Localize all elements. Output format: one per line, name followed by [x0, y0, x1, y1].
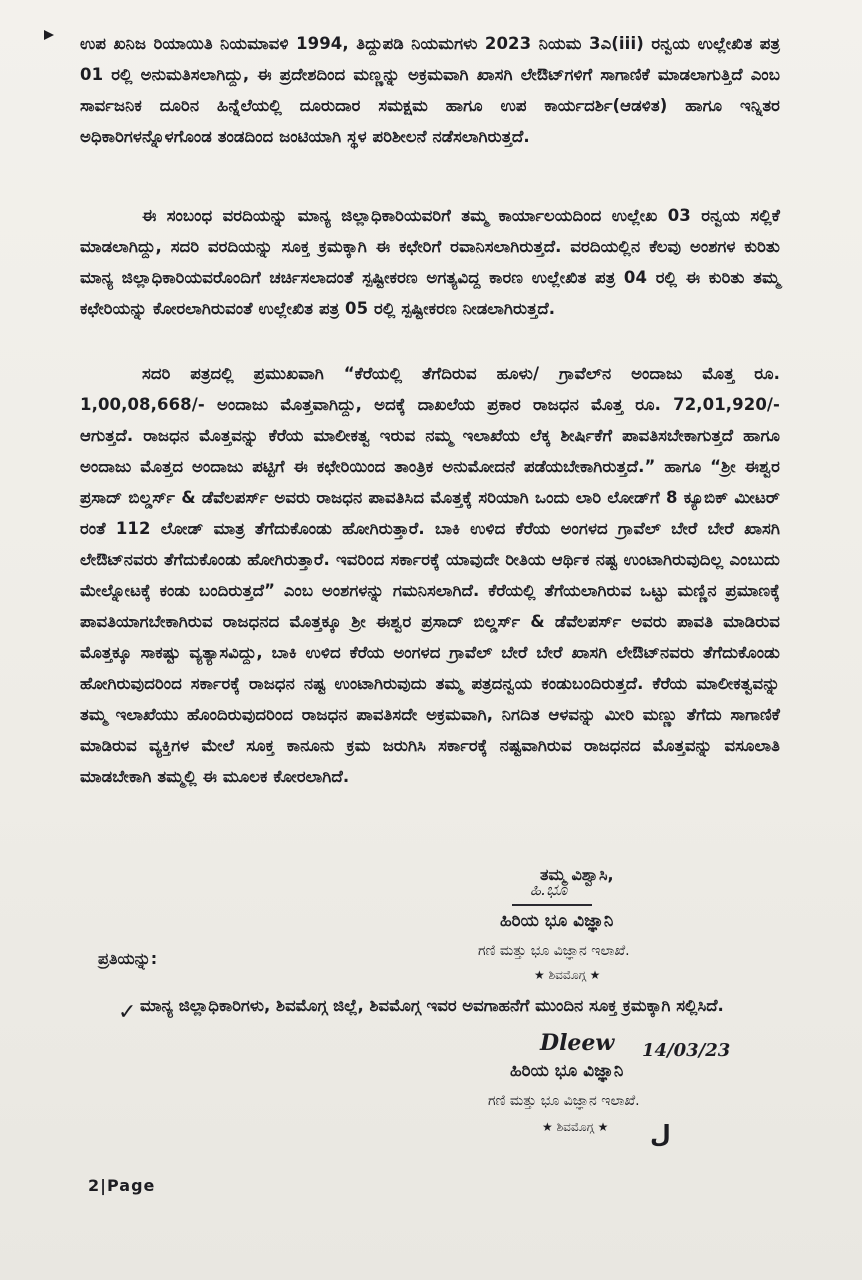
- tick-mark-icon: ✓: [118, 1000, 137, 1025]
- paragraph-2: ಈ ಸಂಬಂಧ ವರದಿಯನ್ನು ಮಾನ್ಯ ಜಿಲ್ಲಾಧಿಕಾರಿಯವರಿಗೆ ತಮ್ಮ ಕಾರ್ಯಾಲಯದಿಂದ ಉಲ್ಲೇಖ 03 ರನ್ವಯ ಸಲ್ಲಿಕೆ ಮಾಡಲಾಗಿದ್ದು, ಸದರಿ ವರದಿಯನ್ನು ಸೂಕ್ತ ಕ್ರಮಕ್ಕಾಗಿ ಈ ಕಛೇರಿಗೆ ರವಾನಿಸಲಾಗಿರುತ್ತದೆ. ವರದಿಯಲ್ಲಿನ ಕೆಲವು ಅಂಶಗಳ ಕುರಿತು ಮಾನ್ಯ ಜಿಲ್ಲಾಧಿಕಾರಿಯವರೊಂದಿಗೆ ಚರ್ಚಿಸಲಾದಂತೆ ಸ್ಪಷ್ಟೀಕರಣ ಅಗತ್ಯವಿದ್ದ ಕಾರಣ ಉಲ್ಲೇಖಿತ ಪತ್ರ 04 ರಲ್ಲಿ ಈ ಕುರಿತು ತಮ್ಮ ಕಛೇರಿಯನ್ನು ಕೋರಲಾಗಿರುವಂತೆ ಉಲ್ಲೇಖಿತ ಪತ್ರ 05 ರಲ್ಲಿ ಸ್ಪಷ್ಟೀಕರಣ ನೀಡಲಾಗಿರುತ್ತದೆ.: [80, 206, 780, 318]
- signature-underline: [512, 904, 592, 906]
- signatory-designation: ಹಿರಿಯ ಭೂ ವಿಜ್ಞಾನಿ: [500, 911, 614, 931]
- signatory-department: ಗಣಿ ಮತ್ತು ಭೂ ವಿಜ್ಞಾನ ಇಲಾಖೆ.: [478, 943, 630, 959]
- copy-to-text: ಮಾನ್ಯ ಜಿಲ್ಲಾಧಿಕಾರಿಗಳು, ಶಿವಮೊಗ್ಗ ಜಿಲ್ಲೆ, ಶಿವಮೊಗ್ಗ ಇವರ ಅವಗಾಹನೆಗೆ ಮುಂದಿನ ಸೂಕ್ತ ಕ್ರಮಕ್ಕಾಗಿ ಸಲ್ಲಿಸಿದೆ.: [140, 996, 724, 1015]
- handwritten-date: 14/03/23: [642, 1040, 731, 1061]
- handwritten-tick-icon: ﻝ: [650, 1120, 671, 1148]
- closing-yours: ತಮ್ಮ ವಿಶ್ವಾಸಿ,: [540, 865, 614, 884]
- signatory-place: ★ ಶಿವಮೊಗ್ಗ ★: [534, 968, 601, 982]
- paragraph-3: ಸದರಿ ಪತ್ರದಲ್ಲಿ ಪ್ರಮುಖವಾಗಿ “ಕೆರೆಯಲ್ಲಿ ತೆಗೆದಿರುವ ಹೂಳು/ ಗ್ರಾವೆಲ್‌ನ ಅಂದಾಜು ಮೊತ್ತ ರೂ. 1,00,08,668/- ಅಂದಾಜು ಮೊತ್ತವಾಗಿದ್ದು, ಅದಕ್ಕೆ ದಾಖಲೆಯ ಪ್ರಕಾರ ರಾಜಧನ ಮೊತ್ತ ರೂ. 72,01,920/- ಆಗುತ್ತದೆ. ರಾಜಧನ ಮೊತ್ತವನ್ನು ಕೆರೆಯ ಮಾಲೀಕತ್ವ ಇರುವ ನಮ್ಮ ಇಲಾಖೆಯ ಲೆಕ್ಕ ಶೀರ್ಷಿಕೆಗೆ ಪಾವತಿಸಬೇಕಾಗುತ್ತದೆ ಹಾಗೂ ಅಂದಾಜು ಮೊತ್ತದ ಅಂದಾಜು ಪಟ್ಟಿಗೆ ಈ ಕಛೇರಿಯಿಂದ ತಾಂತ್ರಿಕ ಅನುಮೋದನೆ ಪಡೆಯಬೇಕಾಗಿರುತ್ತದೆ.” ಹಾಗೂ “ಶ್ರೀ ಈಶ್ವರ ಪ್ರಸಾದ್ ಬಿಲ್ಡರ್ಸ್ & ಡೆವೆಲಪರ್ಸ್ ಅವರು ರಾಜಧನ ಪಾವತಿಸಿದ ಮೊತ್ತಕ್ಕೆ ಸರಿಯಾಗಿ ಒಂದು ಲಾರಿ ಲೋಡ್‌ಗೆ 8 ಕ್ಯೂಬಿಕ್ ಮೀಟರ್ ರಂತೆ 112 ಲೋಡ್ ಮಾತ್ರ ತೆಗೆದುಕೊಂಡು ಹೋಗಿರುತ್ತಾರೆ. ಬಾಕಿ ಉಳಿದ ಕೆರೆಯ ಅಂಗಳದ ಗ್ರಾವೆಲ್ ಬೇರೆ ಬೇರೆ ಖಾಸಗಿ ಲೇಔಟ್‌ನವರು ತೆಗೆದುಕೊಂಡು ಹೋಗಿರುತ್ತಾರೆ. ಇವರಿಂದ ಸರ್ಕಾರಕ್ಕೆ ಯಾವುದೇ ರೀತಿಯ ಆರ್ಥಿಕ ನಷ್ಟ ಉಂಟಾಗಿರುವುದಿಲ್ಲ ಎಂಬುದು ಮೇಲ್ನೋಟಕ್ಕೆ ಕಂಡು ಬಂದಿರುತ್ತದೆ” ಎಂಬ ಅಂಶಗಳನ್ನು ಗಮನಿಸಲಾಗಿದೆ. ಕೆರೆಯಲ್ಲಿ ತೆಗೆಯಲಾಗಿರುವ ಒಟ್ಟು ಮಣ್ಣಿನ ಪ್ರಮಾಣಕ್ಕೆ ಪಾವತಿಯಾಗಬೇಕಾಗಿರುವ ರಾಜಧನದ ಮೊತ್ತಕ್ಕೂ ಶ್ರೀ ಈಶ್ವರ ಪ್ರಸಾದ್ ಬಿಲ್ಡರ್ಸ್ & ಡೆವೆಲಪರ್ಸ್ ಅವರು ಪಾವತಿ ಮಾಡಿರುವ ಮೊತ್ತಕ್ಕೂ ಸಾಕಷ್ಟು ವ್ಯತ್ಯಾಸವಿದ್ದು, ಬಾಕಿ ಉಳಿದ ಕೆರೆಯ ಅಂಗಳದ ಗ್ರಾವೆಲ್ ಬೇರೆ ಬೇರೆ ಖಾಸಗಿ ಲೇಔಟ್‌ನವರು ತೆಗೆದುಕೊಂಡು ಹೋಗಿರುವುದರಿಂದ ಸರ್ಕಾರಕ್ಕೆ ರಾಜಧನ ನಷ್ಟ ಉಂಟಾಗಿರುವುದು ತಮ್ಮ ಪತ್ರದನ್ವಯ ಕಂಡುಬಂದಿರುತ್ತದೆ. ಕೆರೆಯ ಮಾಲೀಕತ್ವವನ್ನು ತಮ್ಮ ಇಲಾಖೆಯು ಹೊಂದಿರುವುದರಿಂದ ರಾಜಧನ ಪಾವತಿಸದೇ ಅಕ್ರಮವಾಗಿ, ನಿಗದಿತ ಆಳವನ್ನು ಮೀರಿ ಮಣ್ಣು ತೆಗೆದು ಸಾಗಾಣಿಕೆ ಮಾಡಿರುವ ವ್ಯಕ್ತಿಗಳ ಮೇಲೆ ಸೂಕ್ತ ಕಾನೂನು ಕ್ರಮ ಜರುಗಿಸಿ ಸರ್ಕಾರಕ್ಕೆ ನಷ್ಟವಾಗಿರುವ ರಾಜಧನದ ಮೊತ್ತವನ್ನು ವಸೂಲಾತಿ ಮಾಡಬೇಕಾಗಿ ತಮ್ಮಲ್ಲಿ ಈ ಮೂಲಕ ಕೋರಲಾಗಿದೆ.: [80, 364, 780, 786]
- corner-mark-icon: [44, 30, 54, 40]
- stamp-designation: ಹಿರಿಯ ಭೂ ವಿಜ್ಞಾನಿ: [510, 1061, 624, 1081]
- stamp-place: ★ ಶಿವಮೊಗ್ಗ ★: [542, 1120, 609, 1134]
- signature-initials: ಹಿ.ಭೂ: [530, 880, 568, 899]
- paragraph-1: ಉಪ ಖನಿಜ ರಿಯಾಯಿತಿ ನಿಯಮಾವಳಿ 1994, ತಿದ್ದುಪಡಿ ನಿಯಮಗಳು 2023 ನಿಯಮ 3ಎ(iii) ರನ್ವಯ ಉಲ್ಲೇಖಿತ ಪತ್ರ 01 ರಲ್ಲಿ ಅನುಮತಿಸಲಾಗಿದ್ದು, ಈ ಪ್ರದೇಶದಿಂದ ಮಣ್ಣನ್ನು ಅಕ್ರಮವಾಗಿ ಖಾಸಗಿ ಲೇಔಟ್‌ಗಳಿಗೆ ಸಾಗಾಣಿಕೆ ಮಾಡಲಾಗುತ್ತಿದೆ ಎಂಬ ಸಾರ್ವಜನಿಕ ದೂರಿನ ಹಿನ್ನೆಲೆಯಲ್ಲಿ ದೂರುದಾರ ಸಮಕ್ಷಮ ಹಾಗೂ ಉಪ ಕಾರ್ಯದರ್ಶಿ(ಆಡಳಿತ) ಹಾಗೂ ಇನ್ನಿತರ ಅಧಿಕಾರಿಗಳನ್ನೊಳಗೊಂಡ ತಂಡದಿಂದ ಜಂಟಿಯಾಗಿ ಸ್ಥಳ ಪರಿಶೀಲನೆ ನಡೆಸಲಾಗಿರುತ್ತದೆ.: [80, 34, 780, 146]
- page-number: 2|Page: [88, 1176, 156, 1195]
- copy-heading: ಪ್ರತಿಯನ್ನು:: [98, 949, 158, 968]
- stamp-department: ಗಣಿ ಮತ್ತು ಭೂ ವಿಜ್ಞಾನ ಇಲಾಖೆ.: [488, 1093, 640, 1109]
- handwritten-signature: Dleew: [540, 1030, 615, 1056]
